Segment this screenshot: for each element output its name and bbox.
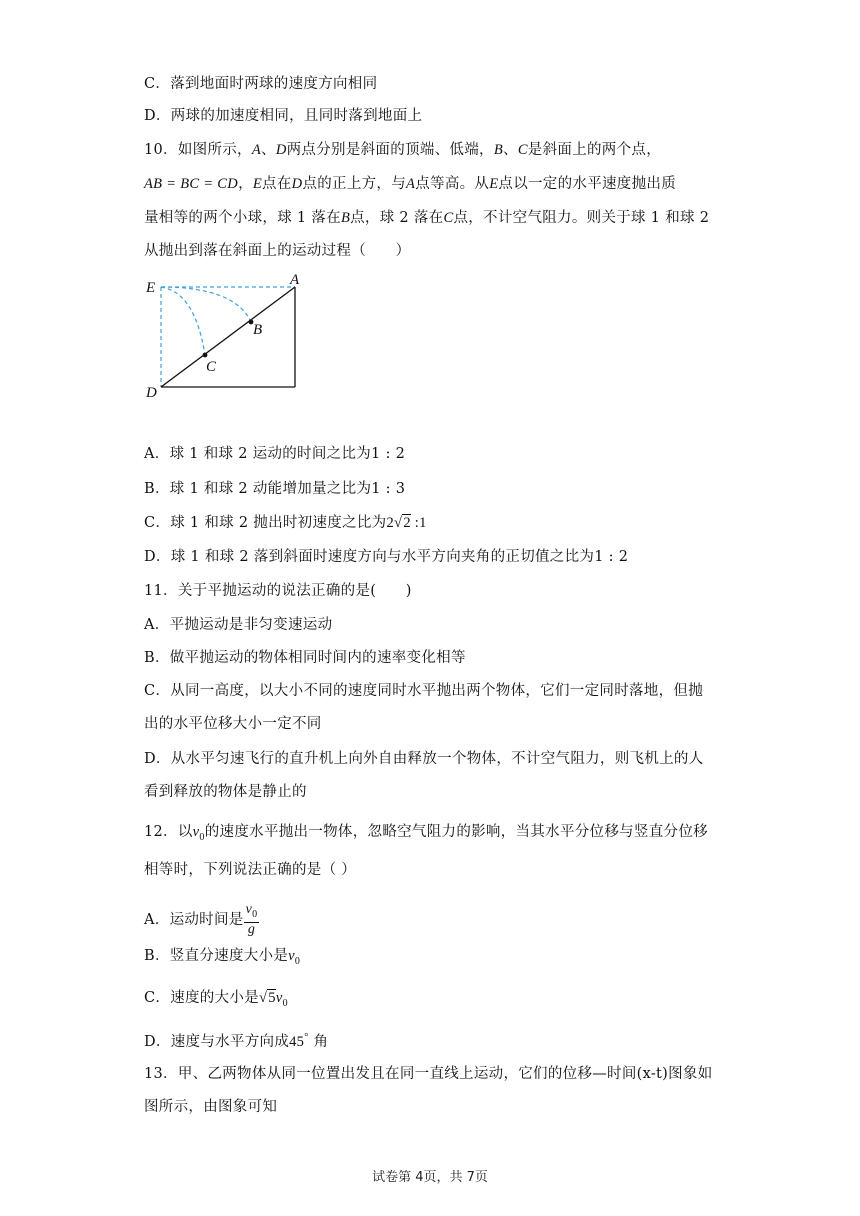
- q11-option-b: B．做平抛运动的物体相同时间内的速率变化相等: [144, 650, 466, 666]
- q9-option-c: C．落到地面时两球的速度方向相同: [144, 76, 378, 92]
- label-c: C: [206, 359, 217, 375]
- q11-option-d-line2: 看到释放的物体是静止的: [144, 784, 307, 800]
- q10-option-d: D．球 1 和球 2 落到斜面时速度方向与水平方向夹角的正切值之比为1 : 2: [144, 549, 629, 565]
- q11-stem: 11．关于平抛运动的说法正确的是( ): [144, 583, 412, 599]
- q12-option-c: C．速度的大小是$√5v_0$: [144, 990, 288, 1009]
- q9-option-d: D．两球的加速度相同，且同时落到地面上: [144, 108, 423, 124]
- q10-stem-line4: 从抛出到落在斜面上的运动过程（ ）: [144, 243, 411, 259]
- page-footer: 试卷第 4页，共 7页: [372, 1170, 488, 1185]
- q13-stem-line2: 图所示，由图象可知: [144, 1099, 278, 1115]
- q12-stem-line2: 相等时，下列说法正确的是（ ）: [144, 862, 357, 878]
- q12-option-d: D．速度与水平方向成45° 角: [144, 1032, 329, 1050]
- q11-option-a: A．平抛运动是非匀变速运动: [144, 617, 333, 633]
- label-e: E: [146, 280, 156, 296]
- q10-incline-figure: [140, 270, 310, 405]
- trajectory-ball-2: [161, 287, 205, 355]
- q11-option-c-line2: 出的水平位移大小一定不同: [144, 716, 322, 732]
- label-b: B: [253, 322, 263, 338]
- q11-option-d-line1: D．从水平匀速飞行的直升机上向外自由释放一个物体，不计空气阻力，则飞机上的人: [144, 751, 704, 767]
- label-a: A: [290, 272, 300, 288]
- q12-option-a: A．运动时间是 $\frac{v_0}{g}$: [144, 902, 258, 937]
- q11-option-c-line1: C．从同一高度，以大小不同的速度同时水平抛出两个物体，它们一定同时落地，但抛: [144, 683, 703, 699]
- q13-stem-line1: 13．甲、乙两物体从同一位置出发且在同一直线上运动，它们的位移—时间(x-t)图象如: [144, 1066, 713, 1082]
- q10-option-c: C．球 1 和球 2 抛出时初速度之比为2√2 :1: [144, 515, 427, 531]
- q10-stem-line3: 量相等的两个小球，球 1 落在B点，球 2 落在C点，不计空气阻力。则关于球 1 和球 2: [144, 210, 710, 226]
- label-d: D: [146, 385, 157, 401]
- q12-option-b: B．竖直分速度大小是$v_0$: [144, 948, 301, 967]
- q10-option-a: A．球 1 和球 2 运动的时间之比为1 : 2: [144, 446, 406, 462]
- incline-surface: [161, 287, 295, 387]
- q10-stem-line1: 10．如图所示，A、D两点分别是斜面的顶端、低端，B、C是斜面上的两个点，: [144, 142, 661, 158]
- point-c: [203, 353, 208, 358]
- fraction-v0-over-g: $\frac{v_0}{g}$: [245, 902, 258, 937]
- q10-stem-line2: AB = BC = CD，E点在D点的正上方，与A点等高。从E点以一定的水平速度抛出质: [144, 176, 676, 192]
- q12-stem-line1: 12．以$v_0$的速度水平抛出一物体，忽略空气阻力的影响，当其水平分位移与竖直分位移: [144, 824, 708, 843]
- q10-option-b: B．球 1 和球 2 动能增加量之比为1 : 3: [144, 481, 406, 497]
